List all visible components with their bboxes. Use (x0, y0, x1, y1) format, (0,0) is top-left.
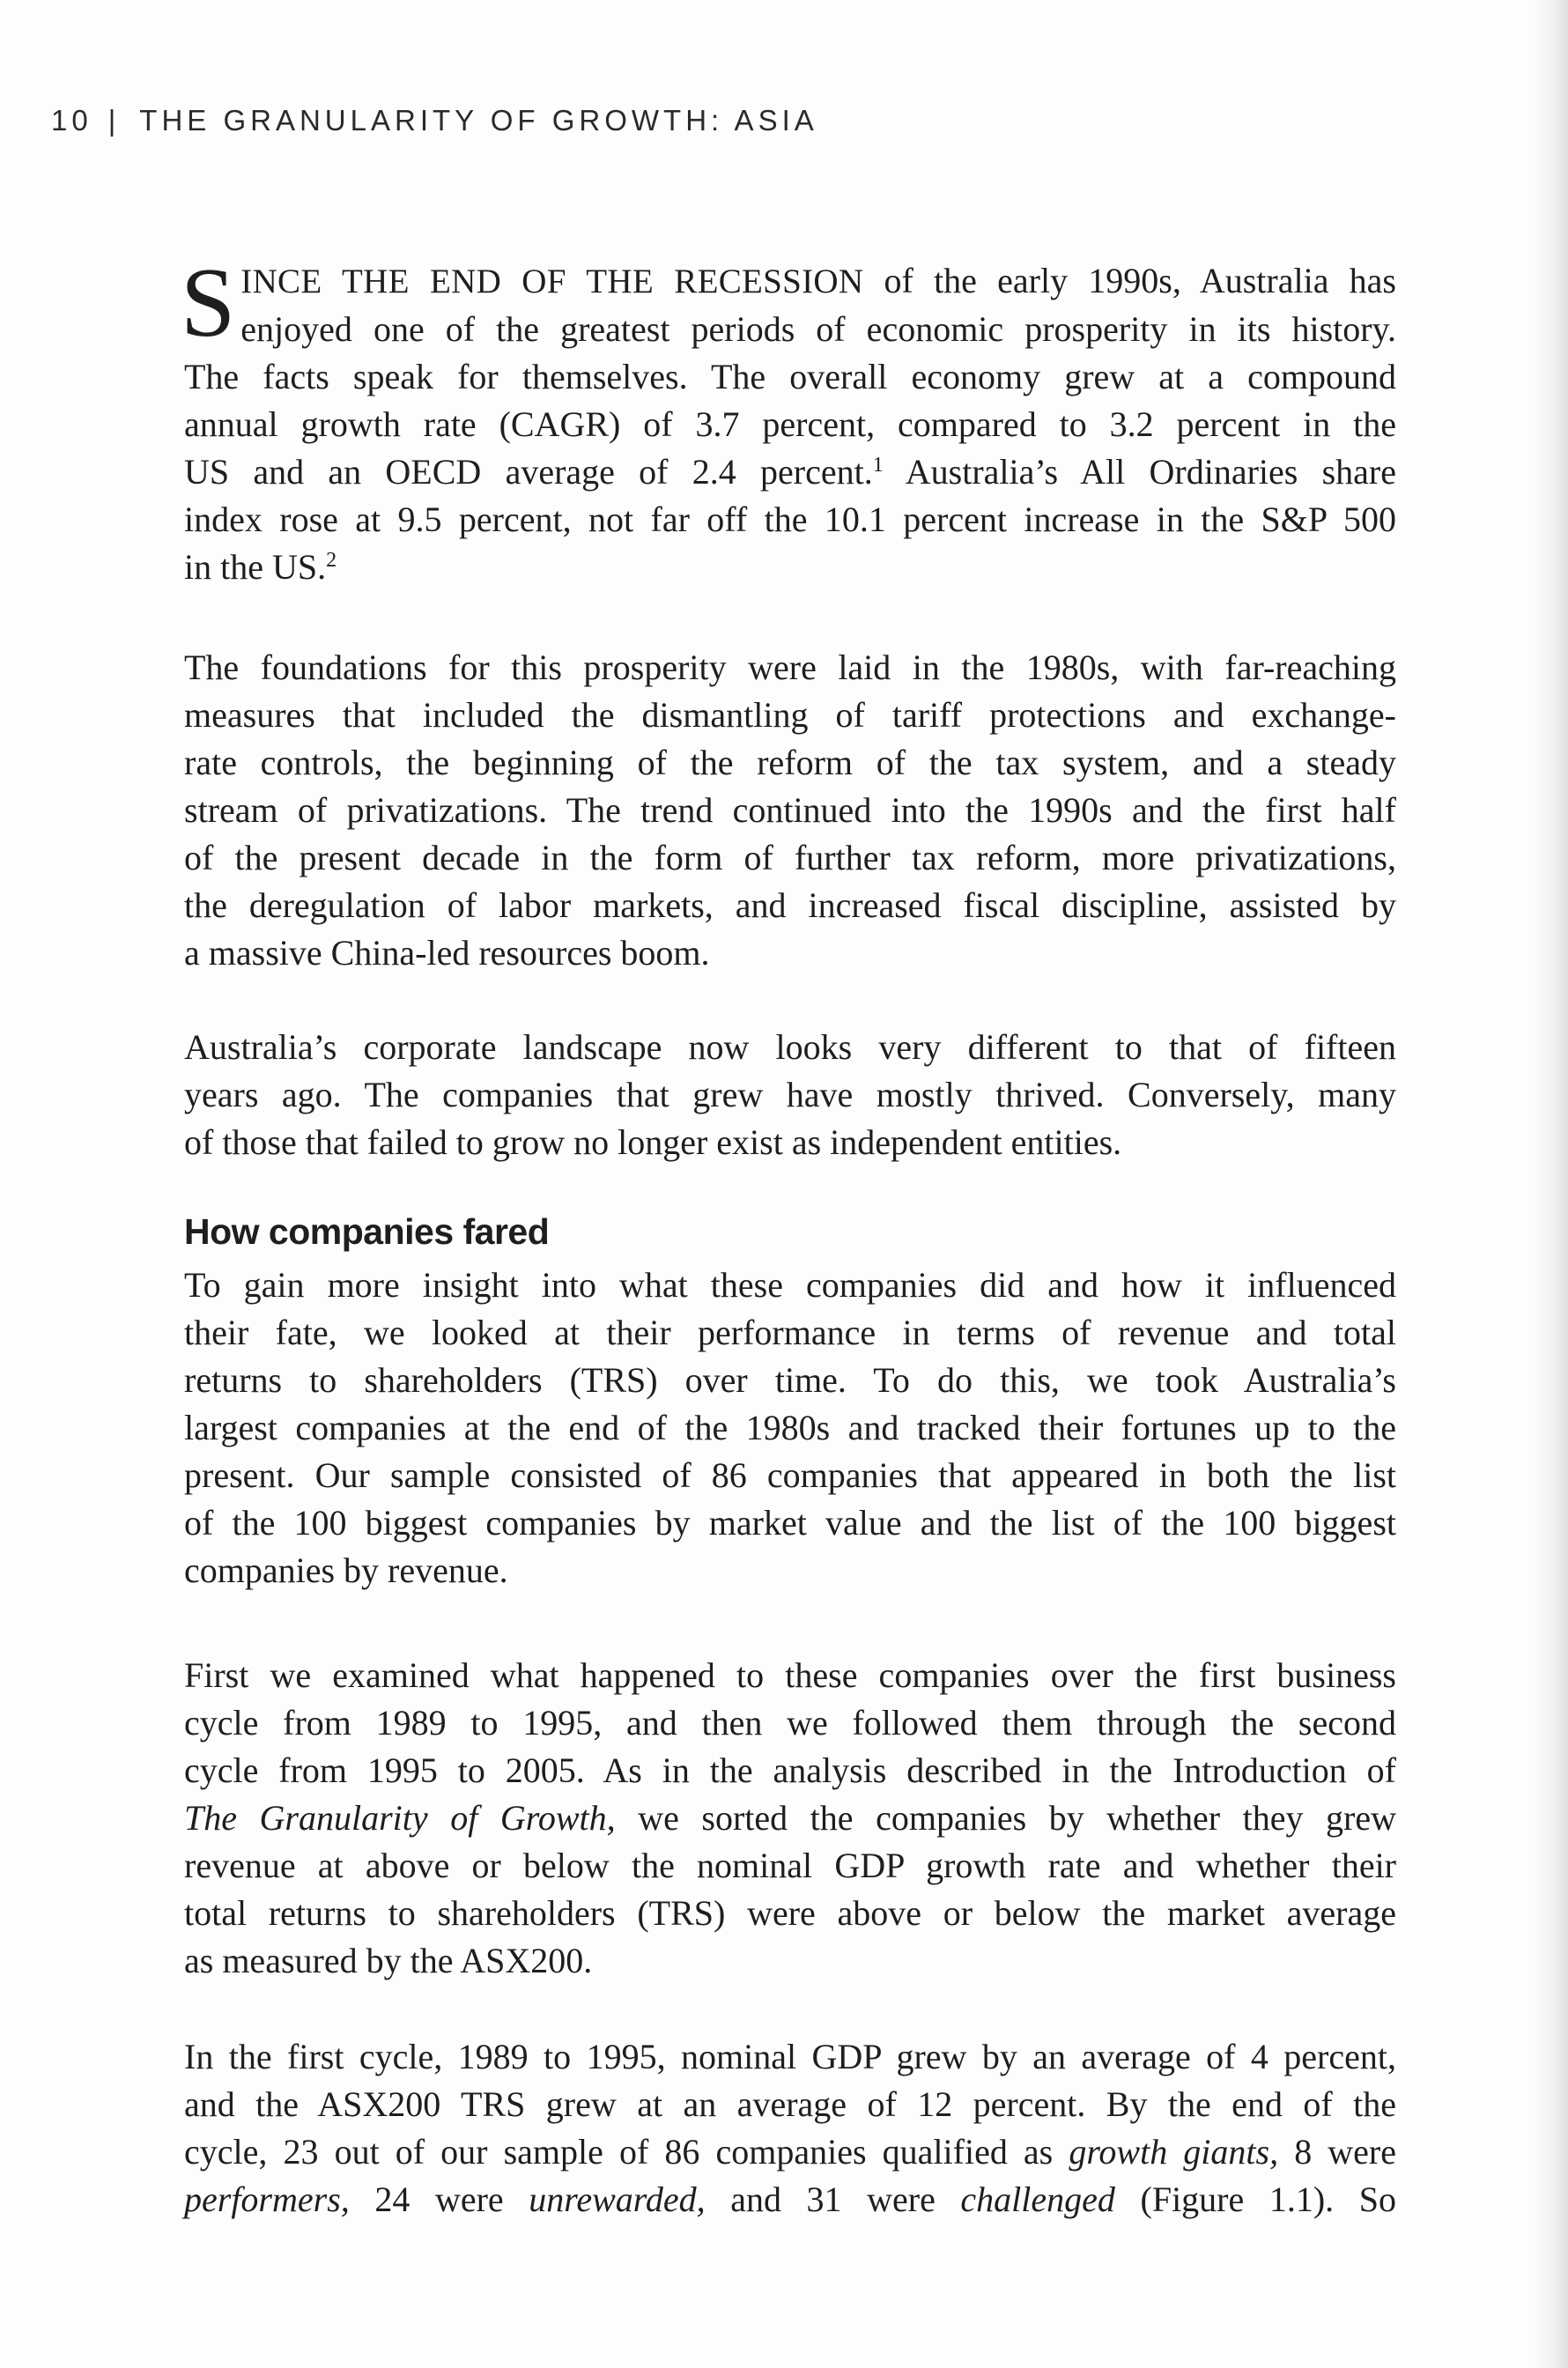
text-line: of the 100 biggest companies by market value and the list of the 100 biggest (184, 1503, 1396, 1543)
text-line: as measured by the ASX200. (184, 1941, 593, 1980)
text-line: of those that failed to grow no longer exist as independent entities. (184, 1122, 1122, 1162)
text-line: INCE THE END OF THE RECESSION of the early 1990s, Australia has (240, 261, 1396, 300)
term-unrewarded: unrewarded, (529, 2179, 706, 2219)
text-line: the deregulation of labor markets, and increased fiscal discipline, assisted by (184, 885, 1396, 925)
text-line: cycle from 1989 to 1995, and then we followed them through the second (184, 1703, 1396, 1743)
text-line: stream of privatizations. The trend continued into the 1990s and the first half (184, 790, 1396, 830)
text-line: largest companies at the end of the 1980s and tracked their fortunes up to the (184, 1408, 1396, 1447)
page-number: 10 (51, 104, 92, 137)
paragraph-foundations (184, 644, 1396, 977)
opening-caps: INCE THE END OF THE RECESSION (240, 263, 864, 300)
text-line: of the present decade in the form of further tax reform, more privatizations, (184, 838, 1396, 877)
text-line: In the first cycle, 1989 to 1995, nominal GDP grew by an average of 4 percent, (184, 2037, 1396, 2076)
text-line: and the ASX200 TRS grew at an average of 12 percent. By the end of the (184, 2084, 1396, 2124)
text-line: returns to shareholders (TRS) over time. To do this, we took Australia’s (184, 1360, 1396, 1400)
text-line: in the US.$^2$ (184, 547, 337, 587)
text-line: their fate, we looked at their performance in terms of revenue and total (184, 1313, 1396, 1352)
text-line: The Granularity of Growth, we sorted the companies by whether they grew (184, 1798, 1396, 1838)
text-line: total returns to shareholders (TRS) were above or below the market average (184, 1893, 1396, 1933)
text-line: Australia’s corporate landscape now looks very different to that of fifteen (184, 1027, 1396, 1067)
text-line: companies by revenue. (184, 1550, 508, 1590)
text-line: To gain more insight into what these companies did and how it influenced (184, 1265, 1396, 1305)
paragraph-method (184, 1262, 1396, 1595)
term-challenged: challenged (960, 2179, 1115, 2219)
paragraph-cycles (184, 1652, 1396, 1985)
text-line: performers, 24 were unrewarded, and 31 were challenged (Figure 1.1). So (184, 2179, 1396, 2219)
text-line: US and an OECD average of 2.4 percent.$^1$ Australia’s All Ordinaries share (184, 452, 1396, 492)
paragraph-first-cycle (184, 2033, 1396, 2224)
text-line: cycle, 23 out of our sample of 86 companies qualified as growth giants, 8 were (184, 2132, 1396, 2172)
paragraph-landscape (184, 1024, 1396, 1166)
text-line: cycle from 1995 to 2005. As in the analysis described in the Introduction of (184, 1750, 1396, 1790)
running-title: THE GRANULARITY OF GROWTH: ASIA (139, 104, 818, 137)
book-title: The Granularity of Growth, (184, 1798, 616, 1838)
text-line: The foundations for this prosperity were laid in the 1980s, with far-reaching (184, 648, 1396, 687)
text-line: annual growth rate (CAGR) of 3.7 percent, compared to 3.2 percent in the (184, 404, 1396, 444)
text-line: years ago. The companies that grew have mostly thrived. Conversely, many (184, 1075, 1396, 1114)
text-line: First we examined what happened to these companies over the first business (184, 1655, 1396, 1695)
text-line: measures that included the dismantling of tariff protections and exchange- (184, 695, 1396, 735)
paragraph-intro (181, 248, 1396, 591)
text-line: enjoyed one of the greatest periods of economic prosperity in its history. (240, 309, 1396, 349)
text-line: revenue at above or below the nominal GDP growth rate and whether their (184, 1846, 1396, 1885)
footnote-ref-2: 2 (326, 549, 337, 572)
text-line: The facts speak for themselves. The overall economy grew at a compound (184, 357, 1396, 396)
text-line: rate controls, the beginning of the reform of the tax system, and a steady (184, 743, 1396, 782)
text-line: present. Our sample consisted of 86 companies that appeared in both the list (184, 1455, 1396, 1495)
drop-cap: S (181, 248, 236, 358)
term-performers: performers, (184, 2179, 350, 2219)
footnote-ref-1: 1 (872, 454, 884, 477)
text-line: a massive China-led resources boom. (184, 933, 710, 973)
running-header (51, 104, 818, 137)
term-growth-giants: growth giants, (1069, 2132, 1279, 2172)
text-line: index rose at 9.5 percent, not far off the 10.1 percent increase in the S&P 500 (184, 500, 1396, 539)
header-separator: | (107, 104, 121, 137)
section-heading: How companies fared (184, 1211, 550, 1252)
page-edge-shadow (1533, 0, 1568, 2368)
